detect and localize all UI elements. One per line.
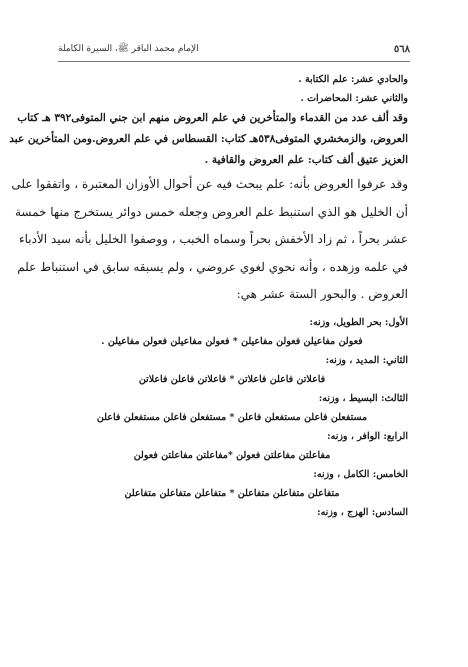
meter-pattern: فاعلاتن فاعلن فاعلاتن * فاعلاتن فاعلن فاعلاتن: [138, 373, 326, 385]
text-line: وقد ألف عدد من القدماء والمتأخرين في علم العروض منهم ابن جني المتوفى٣٩٢ هـ كتاب: [17, 112, 408, 124]
meter-heading: الخامس: الكامل ، وزنه:: [313, 468, 408, 480]
meter-pattern: فعولن مفاعيلن فعولن مفاعيلن * فعولن مفاعيلن فعولن مفاعيلن .: [101, 335, 363, 347]
meter-pattern: متفاعلن متفاعلن متفاعلن * متفاعلن متفاعلن متفاعلن: [124, 487, 340, 499]
meter-heading: الثاني: المديد ، وزنه:: [325, 354, 408, 366]
text-line: والحادي عشر: علم الكتابة .: [298, 74, 408, 85]
text-line: في علمه وزهده ، وأنه نحوي لغوي عروضي ، ولم يسبقه سابق في استنباط علم: [17, 259, 408, 274]
text-line: وقد عرفوا العروض بأنه: علم يبحث فيه عن أحوال الأوزان المعتبرة ، واتفقوا على: [11, 177, 408, 191]
text-line: والثاني عشر: المحاضرات .: [300, 93, 408, 104]
meter-heading: الأول: بحر الطويل، وزنه:: [309, 316, 408, 328]
text-line: العروض، والزمخشري المتوفى٥٣٨هـ كتاب: القسطاس في علم العروض.ومن المتأخرين عبد: [9, 133, 408, 145]
running-title: الإمام محمد الباقر ﷺ، السيرة الكاملة: [58, 44, 199, 54]
meter-pattern: مستفعلن فاعلن مستفعلن فاعلن * مستفعلن فاعلن مستفعلن فاعلن: [96, 411, 368, 423]
text-line: عشر بحراً ، ثم زاد الأخفش بحراً وسماه الخبب ، ووصفوا الخليل بأنه سيد الأدباء: [18, 232, 408, 246]
page-body: [9, 70, 408, 522]
header-rule: [58, 61, 410, 62]
text-line: أن الخليل هو الذي استنبط علم العروض وجعله خمس دوائر يستخرج منها خمسة: [14, 204, 408, 219]
meter-heading: الرابع: الوافر ، وزنه:: [327, 430, 408, 442]
meter-heading: الثالث: البسيط ، وزنه:: [318, 392, 408, 404]
text-line: العزيز عتيق ألف كتاب: علم العروض والقافية .: [204, 154, 408, 166]
meter-pattern: مفاعلتن مفاعلتن فعولن *مفاعلتن مفاعلتن فعولن: [133, 449, 331, 461]
page-number: ٥٦٨: [393, 43, 410, 55]
running-header: [58, 40, 410, 58]
meter-heading: السادس: الهزج ، وزنه:: [317, 506, 408, 518]
text-line: العروض . والبحور الستة عشر هي:: [236, 287, 408, 301]
